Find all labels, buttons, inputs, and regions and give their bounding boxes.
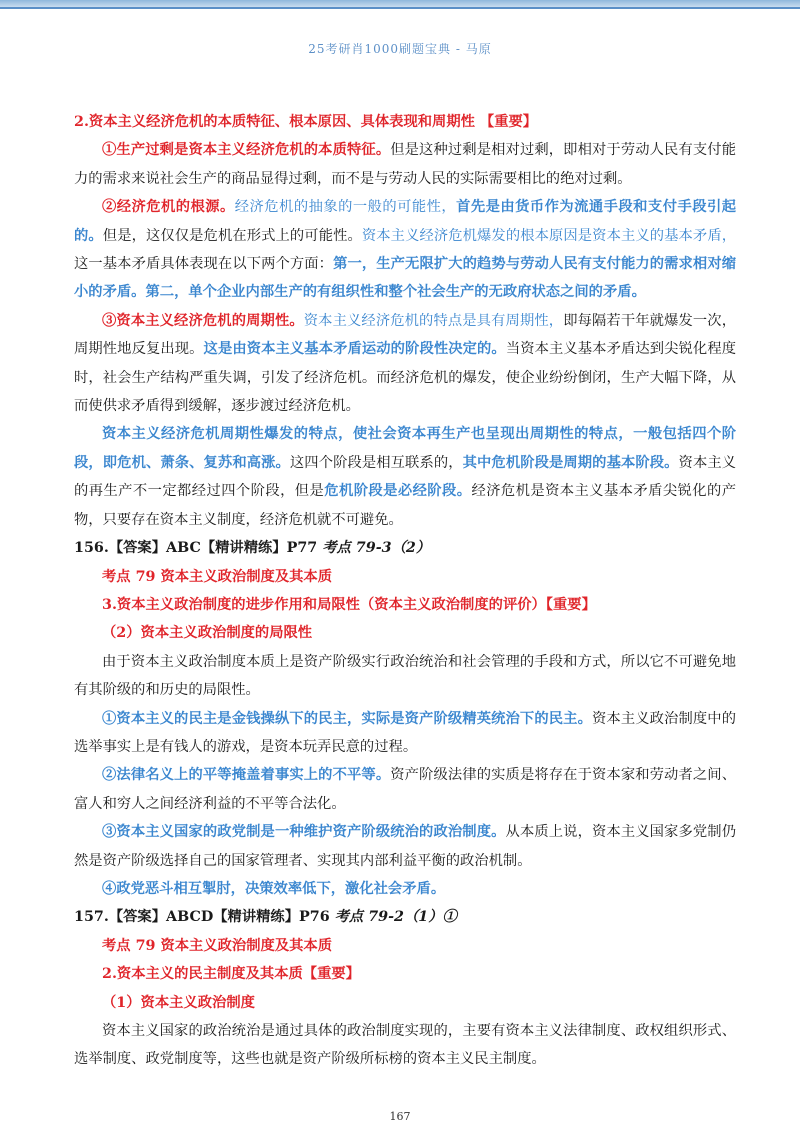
section-heading: 2.资本主义经济危机的本质特征、根本原因、具体表现和周期性 【重要】 xyxy=(74,114,538,130)
section-heading: 3.资本主义政治制度的进步作用和局限性（资本主义政治制度的评价）【重要】 xyxy=(102,596,596,613)
header-rule xyxy=(0,7,800,9)
paragraph: ③资本主义经济危机的周期性。资本主义经济危机的特点是具有周期性，即每隔若干年就爆发一次，周期性地反复出现。这是由资本主义基本矛盾运动的阶段性决定的。当资本主义基本矛盾达到尖锐化程度时，社会生产结构严重失调，引发了经济危机。而经济危机的爆发，使企业纷纷倒闭，生产大幅下降，从而使供求矛盾得到缓解，逐步渡过经济危机。 xyxy=(74,312,737,415)
running-header: 25考研肖1000刷题宝典 - 马原 xyxy=(308,42,492,56)
paragraph: ②经济危机的根源。经济危机的抽象的一般的可能性，首先是由货币作为流通手段和支付手段引起的。但是，这仅仅是危机在形式上的可能性。资本主义经济危机爆发的根本原因是资本主义的基本矛盾，这一基本矛盾具体表现在以下两个方面：第一，生产无限扩大的趋势与劳动人民有支付能力的需求相对缩小的矛盾。第二，单个企业内部生产的有组织性和整个社会生产的无政府状态之间的矛盾。 xyxy=(74,199,737,301)
topic-heading: 考点 79 资本主义政治制度及其本质 xyxy=(102,937,333,954)
page-content xyxy=(74,108,736,1074)
header-bar xyxy=(0,0,800,7)
section-heading: 2.资本主义的民主制度及其本质【重要】 xyxy=(102,966,360,983)
paragraph: ①资本主义的民主是金钱操纵下的民主，实际是资产阶级精英统治下的民主。资本主义政治制度中的选举事实上是有钱人的游戏，是资本玩弄民意的过程。 xyxy=(74,710,737,755)
answer-line: 156.【答案】ABC【精讲精练】P77 考点 79-3（2） xyxy=(74,540,431,557)
paragraph: 资本主义经济危机周期性爆发的特点，使社会资本再生产也呈现出周期性的特点，一般包括四个阶段，即危机、萧条、复苏和高涨。这四个阶段是相互联系的，其中危机阶段是周期的基本阶段。资本主义的再生产不一定都经过四个阶段，但是危机阶段是必经阶段。经济危机是资本主义基本矛盾尖锐化的产物，只要存在资本主义制度，经济危机就不可避免。 xyxy=(74,426,737,528)
subsection-heading: （2）资本主义政治制度的局限性 xyxy=(102,625,313,642)
paragraph: 由于资本主义政治制度本质上是资产阶级实行政治统治和社会管理的手段和方式，所以它不可避免地有其阶级的和历史的局限性。 xyxy=(74,653,736,699)
paragraph: ③资本主义国家的政党制是一种维护资产阶级统治的政治制度。从本质上说，资本主义国家多党制仍然是资产阶级选择自己的国家管理者、实现其内部利益平衡的政治机制。 xyxy=(74,824,737,869)
paragraph: 资本主义国家的政治统治是通过具体的政治制度实现的，主要有资本主义法律制度、政权组织形式、选举制度、政党制度等，这些也就是资产阶级所标榜的资本主义民主制度。 xyxy=(74,1023,736,1068)
answer-line: 157.【答案】ABCD【精讲精练】P76 考点 79-2（1）① xyxy=(74,909,457,926)
paragraph: ④政党恶斗相互掣肘，决策效率低下，激化社会矛盾。 xyxy=(102,880,446,897)
topic-heading: 考点 79 资本主义政治制度及其本质 xyxy=(102,568,333,585)
paragraph: ②法律名义上的平等掩盖着事实上的不平等。资产阶级法律的实质是将存在于资本家和劳动者之间、富人和穷人之间经济利益的不平等合法化。 xyxy=(74,767,736,812)
subsection-heading: （1）资本主义政治制度 xyxy=(102,994,255,1011)
paragraph: ①生产过剩是资本主义经济危机的本质特征。但是这种过剩是相对过剩，即相对于劳动人民有支付能力的需求来说社会生产的商品显得过剩，而不是与劳动人民的实际需要相比的绝对过剩。 xyxy=(74,142,736,187)
page-number: 167 xyxy=(389,1110,411,1123)
